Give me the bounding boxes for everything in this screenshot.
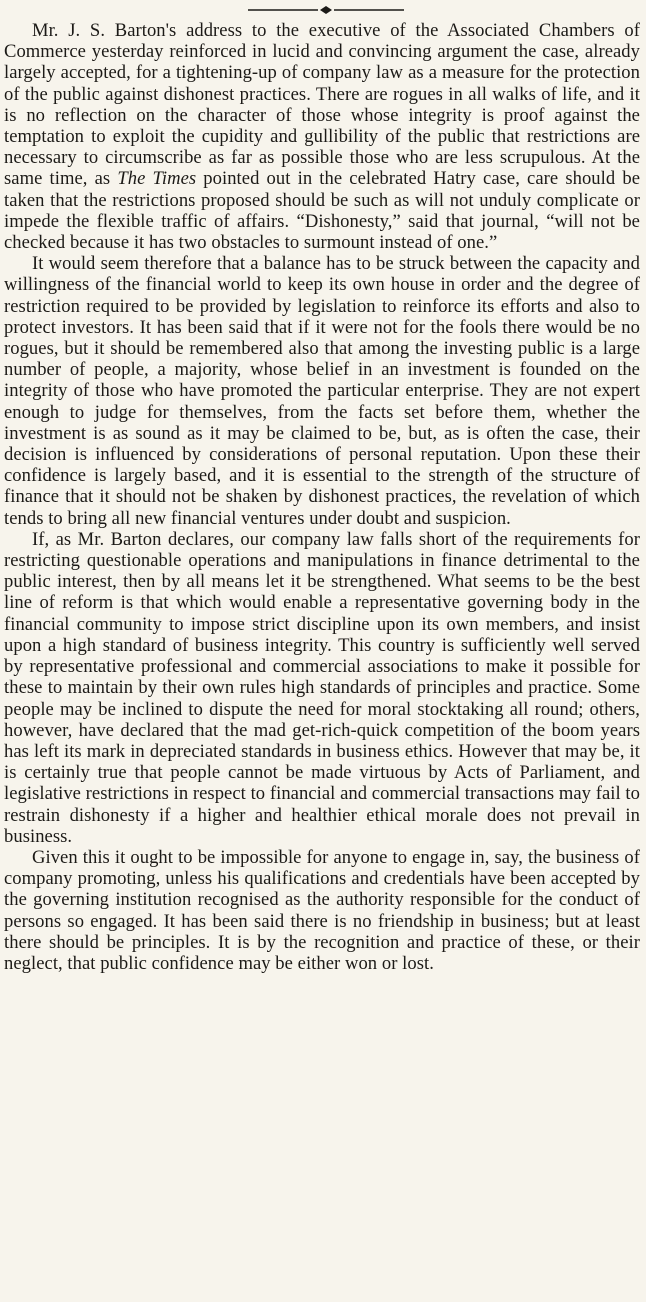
paragraph-3: If, as Mr. Barton declares, our company law falls short of the requirements for restricting questionable operations and manipulations in finance detrimental to the public interest, then by all means let it be strengthened. What seems to be the best line of reform is that which would enable a representative governing body in the financial community to impose strict discipline upon its own members, and insist upon a high standard of business integrity. This country is sufficiently well served by representative professional and commercial associations to make it possible for these to maintain by their own rules high standards of principles and practice. Some people may be inclined to dispute the need for moral stocktaking all round; others, however, have declared that the mad get-rich-quick competition of the boom years has left its mark in depreciated standards in business ethics. However that may be, it is certainly true that people cannot be made virtuous by Acts of Parliament, and legislative restrictions in respect to financial and commercial transactions may fail to restrain dishonesty if a higher and healthier ethical morale does not prevail in business. (4, 528, 640, 847)
newspaper-title: The Times (117, 168, 197, 190)
paragraph-1: Mr. J. S. Barton's address to the executive of the Associated Chambers of Commerce yesterday reinforced in lucid and convincing argument the case, already largely accepted, for a tightening-up of company law as a measure for the protection of the public against dishonest practices. There are rogues in all walks of life, and it is no reflection on the character of those whose integrity is proof against the temptation to exploit the cupidity and gullibility of the public that restrictions are necessary to circumscribe as far as possible those who are less scrupulous. At the same time, as The Times pointed out in the celebrated Hatry case, care should be taken that the restrictions proposed should be such as will not unduly complicate or impede the flexible traffic of affairs. “Dishonesty,” said that journal, “will not be checked because it has two obstacles to surmount instead of one.” (4, 20, 640, 254)
ornamental-rule (246, 5, 406, 15)
paragraph-2: It would seem therefore that a balance has to be struck between the capacity and willingness of the financial world to keep its own house in order and the degree of restriction required to be provided by legislation to reinforce its efforts and also to protect investors. It has been said that if it were not for the fools there would be no rogues, but it should be remembered also that among the investing public is a large number of people, a majority, whose belief in an investment is founded on the integrity of those who have promoted the particular enterprise. They are not expert enough to judge for themselves, from the facts set before them, whether the investment is as sound as it may be claimed to be, but, as is often the case, their decision is influenced by considerations of personal reputation. Upon these their confidence is largely based, and it is essential to the strength of the structure of finance that it should not be shaken by dishonest practices, the revelation of which tends to bring all new financial ventures under doubt and suspicion. (4, 253, 640, 529)
paragraph-4: Given this it ought to be impossible for anyone to engage in, say, the business of company promoting, unless his qualifications and credentials have been accepted by the governing institution recognised as the authority responsible for the conduct of persons so engaged. It has been said there is no friendship in business; but at least there should be principles. It is by the recognition and practice of these, or their neglect, that public confidence may be either won or lost. (4, 846, 640, 974)
editorial-article (4, 20, 640, 974)
